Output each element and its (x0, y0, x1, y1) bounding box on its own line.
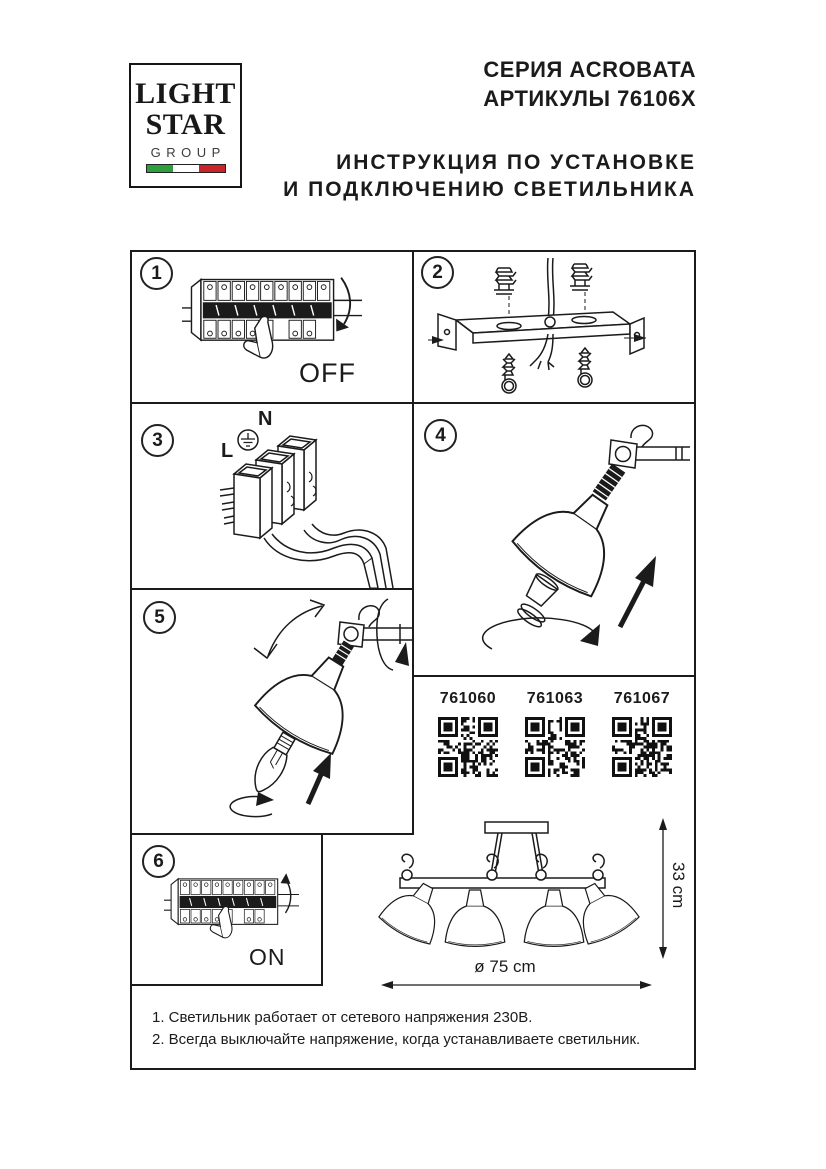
height-dimension-label: 33 cm (669, 862, 688, 909)
ceiling-plate (485, 822, 548, 833)
flag-green (147, 165, 173, 172)
divider-panel4-qr (412, 675, 696, 677)
rotation-arrow-icon (483, 618, 594, 649)
insert-arrow-icon (620, 556, 656, 627)
wall-plug-icon (494, 268, 516, 316)
terminal-connectors (234, 436, 316, 538)
spin-arrow-icon (377, 599, 409, 670)
panel6-bottom-border (130, 984, 323, 986)
earth-icon (238, 430, 258, 450)
flag-white (173, 165, 199, 172)
inner-right-shade (524, 890, 584, 946)
series-title: СЕРИЯ ACROBATA (483, 57, 696, 82)
article-number: 761067 (613, 690, 671, 707)
qr-code (612, 717, 672, 777)
arm (609, 425, 690, 468)
diameter-dimension-label: ø 75 cm (474, 957, 536, 976)
lamp-adjust-illustration (150, 598, 412, 826)
logo-text-star: STAR (145, 108, 226, 141)
lightstar-logo (129, 63, 242, 188)
step-2-number: 2 (421, 256, 454, 289)
step-1-number: 1 (140, 257, 173, 290)
italian-flag-stripe (146, 164, 226, 173)
qr-code (438, 717, 498, 777)
arrowhead (281, 873, 291, 884)
step-4-number: 4 (424, 419, 457, 452)
instruction-title-line1: ИНСТРУКЦИЯ ПО УСТАНОВКЕ (336, 151, 696, 174)
divider-column (412, 250, 414, 834)
candle-bulb-icon (246, 729, 299, 797)
article-number: 761060 (439, 690, 497, 707)
hook-loop (359, 606, 379, 627)
shade-assembly-illustration (428, 420, 690, 668)
height-dimension-line (659, 818, 667, 959)
flag-red (199, 165, 225, 172)
rotation-arrowhead (580, 624, 600, 646)
off-label: OFF (299, 358, 356, 388)
circuit-breaker-icon (182, 280, 362, 341)
output-wires (264, 524, 393, 588)
screw-icon (578, 348, 592, 387)
safety-notes (152, 1007, 640, 1051)
lamp-shade (252, 638, 375, 760)
stems (491, 833, 543, 874)
logo-text-group: GROUP (150, 145, 226, 160)
qr-item (606, 690, 678, 777)
supply-wires (548, 258, 554, 320)
bar-joint (593, 854, 604, 880)
qr-item (519, 690, 591, 777)
document-header (283, 55, 696, 203)
bar-joint (402, 854, 413, 880)
article-number: 761063 (526, 690, 584, 707)
logo-text-light: LIGHT (135, 77, 236, 110)
lamp-shade (508, 472, 639, 602)
neutral-wire-label: N (258, 408, 273, 430)
wall-plug-icon (570, 264, 592, 310)
step-5-number: 5 (143, 601, 176, 634)
cross-bar (400, 878, 605, 888)
qr-item (432, 690, 504, 777)
screw-rotation-arrow-icon (230, 792, 274, 817)
mounting-bar (438, 312, 644, 354)
qr-code (525, 717, 585, 777)
note-line: 2. Всегда выключайте напряжение, когда устанавливаете светильник. (152, 1031, 641, 1048)
inner-left-shade (445, 890, 505, 946)
bracket-illustration (428, 258, 646, 398)
articles-title: АРТИКУЛЫ 76106X (483, 86, 696, 111)
on-label: ON (249, 944, 286, 970)
circuit-breaker-icon (164, 879, 299, 924)
arm (338, 606, 412, 647)
step-3-number: 3 (141, 424, 174, 457)
note-line: 1. Светильник работает от сетевого напряжения 230В. (152, 1009, 533, 1026)
step-6-number: 6 (142, 845, 175, 878)
wire-stubs (220, 488, 234, 524)
instruction-title-line2: И ПОДКЛЮЧЕНИЮ СВЕТИЛЬНИКА (283, 178, 696, 201)
insert-arrow-icon (308, 753, 331, 804)
qr-code-section (432, 690, 678, 777)
live-wire-label: L (221, 440, 234, 462)
threaded-nipple-icon (593, 463, 626, 500)
diameter-dimension-line (381, 981, 652, 989)
swing-arrow-icon (254, 600, 324, 658)
screw-icon (502, 354, 516, 393)
divider-panel3-5 (130, 588, 414, 590)
terminal-block-illustration (212, 412, 407, 588)
